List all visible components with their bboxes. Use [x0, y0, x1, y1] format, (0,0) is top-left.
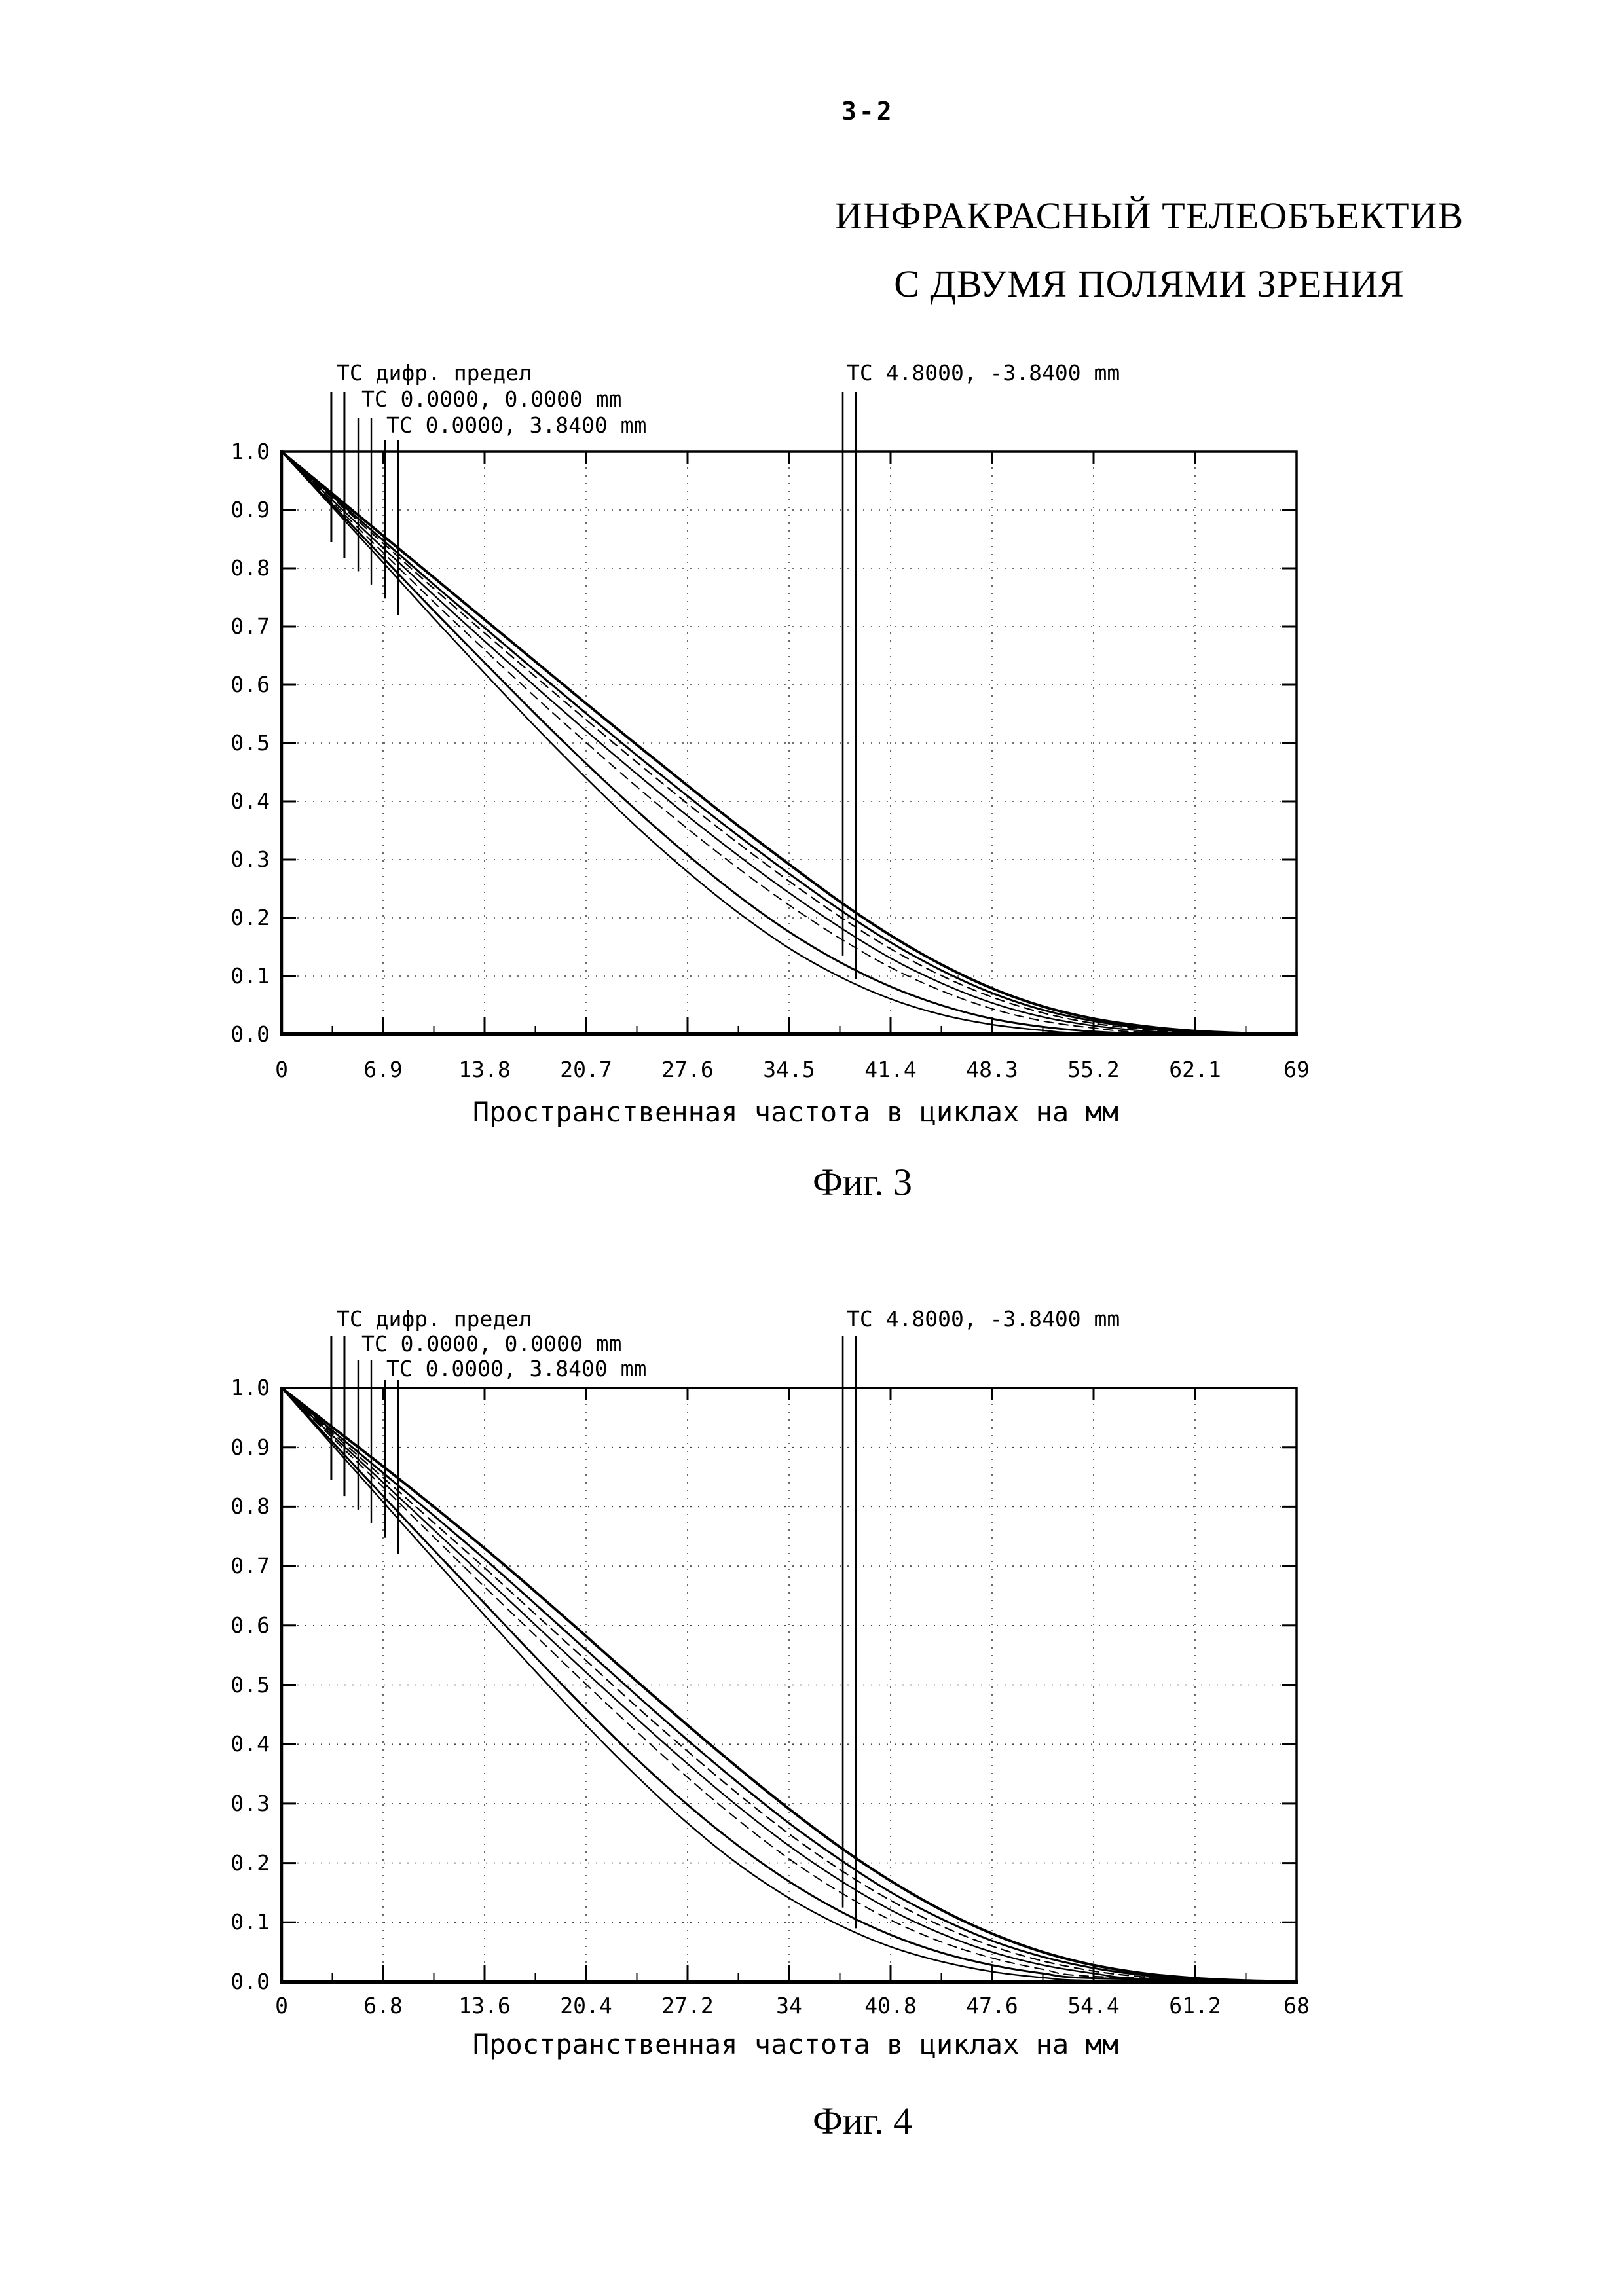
plot-frame	[280, 1387, 1298, 1983]
legend-label-fig4-right: ТС 4.8000, -3.8400 mm	[847, 1306, 1120, 1332]
legend-label-fig4-2: ТС 0.0000, 3.8400 mm	[386, 1356, 647, 1381]
patent-title-line-1: ИНФРАКРАСНЫЙ ТЕЛЕОБЪЕКТИВ	[834, 194, 1464, 237]
mtf-chart-fig3	[280, 392, 1298, 1036]
curve-дифр-предел	[282, 1388, 1297, 1982]
y-tick-label: 0.1	[231, 1909, 270, 1935]
legend-label-fig3-1: ТС 0.0000, 0.0000 mm	[361, 386, 622, 412]
y-tick-label: 0.5	[231, 1671, 270, 1698]
y-tick-label: 0.1	[231, 963, 270, 989]
legend-callout-lines	[331, 1336, 856, 1928]
y-tick-label: 0.7	[231, 1553, 270, 1579]
figure-caption-fig3: Фиг. 3	[812, 1161, 913, 1203]
curve-0-0000-0-0000-mm-S	[282, 1388, 1297, 1982]
y-tick-label: 1.0	[231, 439, 270, 464]
x-tick-label: 34.5	[763, 1057, 815, 1082]
x-tick-label: 61.2	[1169, 1993, 1221, 2018]
y-tick-label: 0.7	[231, 613, 270, 639]
x-tick-label: 41.4	[864, 1057, 917, 1082]
legend-label-fig4-1: ТС 0.0000, 0.0000 mm	[361, 1331, 622, 1357]
x-tick-label: 6.8	[363, 1993, 403, 2018]
patent-title-line-2: С ДВУМЯ ПОЛЯМИ ЗРЕНИЯ	[894, 263, 1405, 305]
x-tick-label: 62.1	[1169, 1057, 1221, 1082]
x-tick-label: 27.6	[661, 1057, 714, 1082]
x-axis-title-fig3: Пространственная частота в циклах на мм	[472, 1096, 1119, 1128]
curve-0-0000-3-8400-mm-T	[282, 1388, 1297, 1982]
y-tick-label: 0.8	[231, 1493, 270, 1520]
x-tick-label: 0	[275, 1993, 288, 2018]
grid	[282, 1388, 1297, 1982]
mtf-chart-fig4	[280, 1336, 1298, 1983]
y-tick-label: 0.6	[231, 672, 270, 697]
y-tick-label: 0.2	[231, 905, 270, 930]
x-tick-label: 55.2	[1067, 1057, 1120, 1082]
x-tick-label: 47.6	[966, 1993, 1018, 2018]
legend-label-fig3-0: ТС дифр. предел	[337, 360, 532, 386]
x-tick-label: 69	[1283, 1057, 1310, 1082]
legend-label-fig3-2: ТС 0.0000, 3.8400 mm	[386, 412, 647, 438]
y-tick-label: 0.9	[231, 1434, 270, 1460]
x-tick-label: 68	[1283, 1993, 1310, 2018]
y-tick-label: 0.4	[231, 1731, 270, 1757]
x-tick-label: 27.2	[661, 1993, 714, 2018]
x-tick-label: 48.3	[966, 1057, 1018, 1082]
y-tick-label: 0.0	[231, 1021, 270, 1047]
mtf-curves	[282, 1388, 1297, 1982]
x-tick-label: 13.8	[458, 1057, 511, 1082]
x-axis-title-fig4: Пространственная частота в циклах на мм	[472, 2028, 1119, 2060]
legend-label-fig4-0: ТС дифр. предел	[337, 1306, 532, 1332]
x-tick-label: 13.6	[458, 1993, 511, 2018]
x-tick-label: 0	[275, 1057, 288, 1082]
x-tick-label: 6.9	[363, 1057, 403, 1082]
x-tick-label: 40.8	[864, 1993, 917, 2018]
curve-0-0000-0-0000-mm-T	[282, 1388, 1297, 1982]
curve-4-8000-3-8400-mm-T	[282, 1388, 1297, 1982]
y-tick-label: 0.3	[231, 847, 270, 872]
y-tick-label: 0.2	[231, 1850, 270, 1876]
x-tick-label: 54.4	[1067, 1993, 1120, 2018]
page-number: 3-2	[841, 97, 895, 126]
grid	[282, 452, 1297, 1034]
y-tick-label: 0.6	[231, 1612, 270, 1638]
figure-caption-fig4: Фиг. 4	[812, 2100, 913, 2142]
curve-4-8000-3-8400-mm-S	[282, 1388, 1297, 1982]
y-tick-label: 0.0	[231, 1969, 270, 1994]
y-tick-label: 0.5	[231, 730, 270, 756]
y-tick-label: 0.3	[231, 1790, 270, 1816]
y-tick-label: 0.8	[231, 555, 270, 581]
legend-label-fig3-right: ТС 4.8000, -3.8400 mm	[847, 360, 1120, 386]
x-tick-label: 20.4	[560, 1993, 612, 2018]
y-tick-label: 0.9	[231, 497, 270, 522]
x-tick-label: 20.7	[560, 1057, 612, 1082]
x-tick-label: 34	[776, 1993, 802, 2018]
y-tick-label: 1.0	[231, 1375, 270, 1400]
curve-0-0000-3-8400-mm-S	[282, 1388, 1297, 1982]
y-tick-label: 0.4	[231, 788, 270, 814]
